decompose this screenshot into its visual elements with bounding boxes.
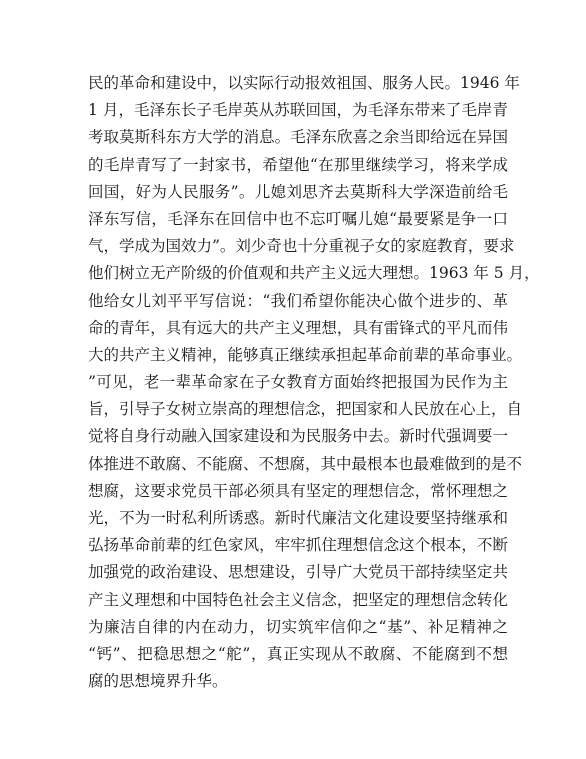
paragraph-line: 腐的思想境界升华。 [88,672,228,691]
paragraph-line: 命的青年，具有远大的共产主义理想，具有雷锋式的平凡而伟 [88,318,508,337]
paragraph-line: 民的革命和建设中，以实际行动报效祖国、服务人民。1946 年 [88,74,520,92]
paragraph-line: 旨，引导子女树立崇高的理想信念，把国家和人民放在心上，自 [88,400,523,419]
paragraph-line: 他给女儿刘平平写信说：“我们希望你能决心做个进步的、革 [88,291,508,310]
paragraph-line: 为廉洁自律的内在动力，切实筑牢信仰之“基”、补足精神之 [88,617,508,636]
paragraph-line: 产主义理想和中国特色社会主义信念，把坚定的理想信念转化 [88,590,508,609]
paragraph-line: “钙”、把稳思想之“舵”，真正实现从不敢腐、不能腐到不想 [88,644,508,663]
paragraph-line: 1 月，毛泽东长子毛岸英从苏联回国，为毛泽东带来了毛岸青 [88,101,508,120]
paragraph-line: 觉将自身行动融入国家建设和为民服务中去。新时代强调要一 [88,427,508,446]
paragraph-line: 考取莫斯科东方大学的消息。毛泽东欣喜之余当即给远在异国 [88,128,508,147]
paragraph-line: 加强党的政治建设、思想建设，引导广大党员干部持续坚定共 [88,563,508,582]
paragraph-line: 的毛岸青写了一封家书，希望他“在那里继续学习，将来学成 [88,155,508,174]
paragraph-line: 光，不为一时私利所诱惑。新时代廉洁文化建设要坚持继承和 [88,509,508,527]
paragraph-line: 回国，好为人民服务”。儿媳刘思齐去莫斯科大学深造前给毛 [88,182,508,201]
paragraph-line: 他们树立无产阶级的价值观和共产主义远大理想。1963 年 5 月， [88,264,540,283]
paragraph-line: 弘扬革命前辈的红色家风，牢牢抓住理想信念这个根本，不断 [88,536,508,555]
paragraph-line: 大的共产主义精神，能够真正继续承担起革命前辈的革命事业。 [88,345,523,364]
paragraph-line: 体推进不敢腐、不能腐、不想腐，其中最根本也最难做到的是不 [88,454,523,473]
body-paragraph [88,70,540,695]
paragraph-line: 泽东写信，毛泽东在回信中也不忘叮嘱儿媳“最要紧是争一口 [88,209,508,228]
paragraph-line: 想腐，这要求党员干部必须具有坚定的理想信念，常怀理想之 [88,481,508,500]
paragraph-line: ”可见，老一辈革命家在子女教育方面始终把报国为民作为主 [88,373,508,392]
paragraph-line: 气，学成为国效力”。刘少奇也十分重视子女的家庭教育，要求 [88,237,515,256]
